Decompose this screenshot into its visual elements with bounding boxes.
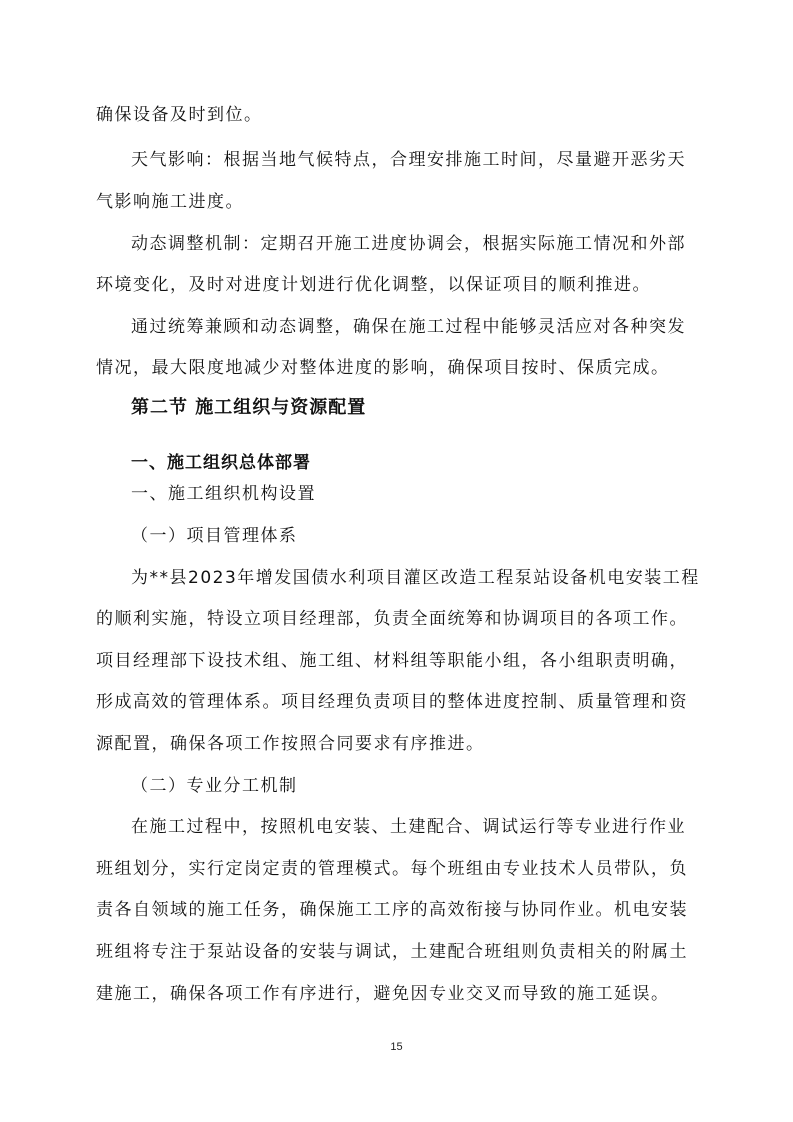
text-line: 气影响施工进度。 [96,192,244,212]
text-line: 动态调整机制：定期召开施工进度协调会，根据实际施工情况和外部 [131,234,686,254]
section-heading: 第二节 施工组织与资源配置 [131,397,367,418]
text-line: 天气影响：根据当地气候特点，合理安排施工时间，尽量避开恶劣天 [131,150,686,170]
heading-line: （二）专业分工机制 [131,776,298,796]
text-line: 班组将专注于泵站设备的安装与调试，土建配合班组则负责相关的附属土 [96,942,688,962]
text-line: 建施工，确保各项工作有序进行，避免因专业交叉而导致的施工延误。 [96,984,670,1004]
text-line: 的顺利实施，特设立项目经理部，负责全面统筹和协调项目的各项工作。 [96,609,688,629]
text-line: 在施工过程中，按照机电安装、土建配合、调试运行等专业进行作业 [131,817,686,837]
text-line: 项目经理部下设技术组、施工组、材料组等职能小组，各小组职责明确， [96,651,688,671]
text-line: 责各自领域的施工任务，确保施工工序的高效衔接与协同作业。机电安装 [96,900,688,920]
text-line: 形成高效的管理体系。项目经理负责项目的整体进度控制、质量管理和资 [96,692,688,712]
text-line: 确保设备及时到位。 [96,105,263,125]
text-line: 为**县2023年增发国债水利项目灌区改造工程泵站设备机电安装工程 [131,568,700,588]
text-line: 环境变化，及时对进度计划进行优化调整，以保证项目的顺利推进。 [96,275,651,295]
page-number: 15 [390,1041,403,1053]
heading-line: 一、施工组织机构设置 [131,484,316,504]
text-line: 源配置，确保各项工作按照合同要求有序推进。 [96,734,485,754]
text-line: 通过统筹兼顾和动态调整，确保在施工过程中能够灵活应对各种突发 [131,317,686,337]
heading-line: （一）项目管理体系 [131,526,298,546]
text-line: 班组划分，实行定岗定责的管理模式。每个班组由专业技术人员带队，负 [96,859,688,879]
subsection-heading: 一、施工组织总体部署 [131,453,311,473]
text-line: 情况，最大限度地减少对整体进度的影响，确保项目按时、保质完成。 [96,358,670,378]
